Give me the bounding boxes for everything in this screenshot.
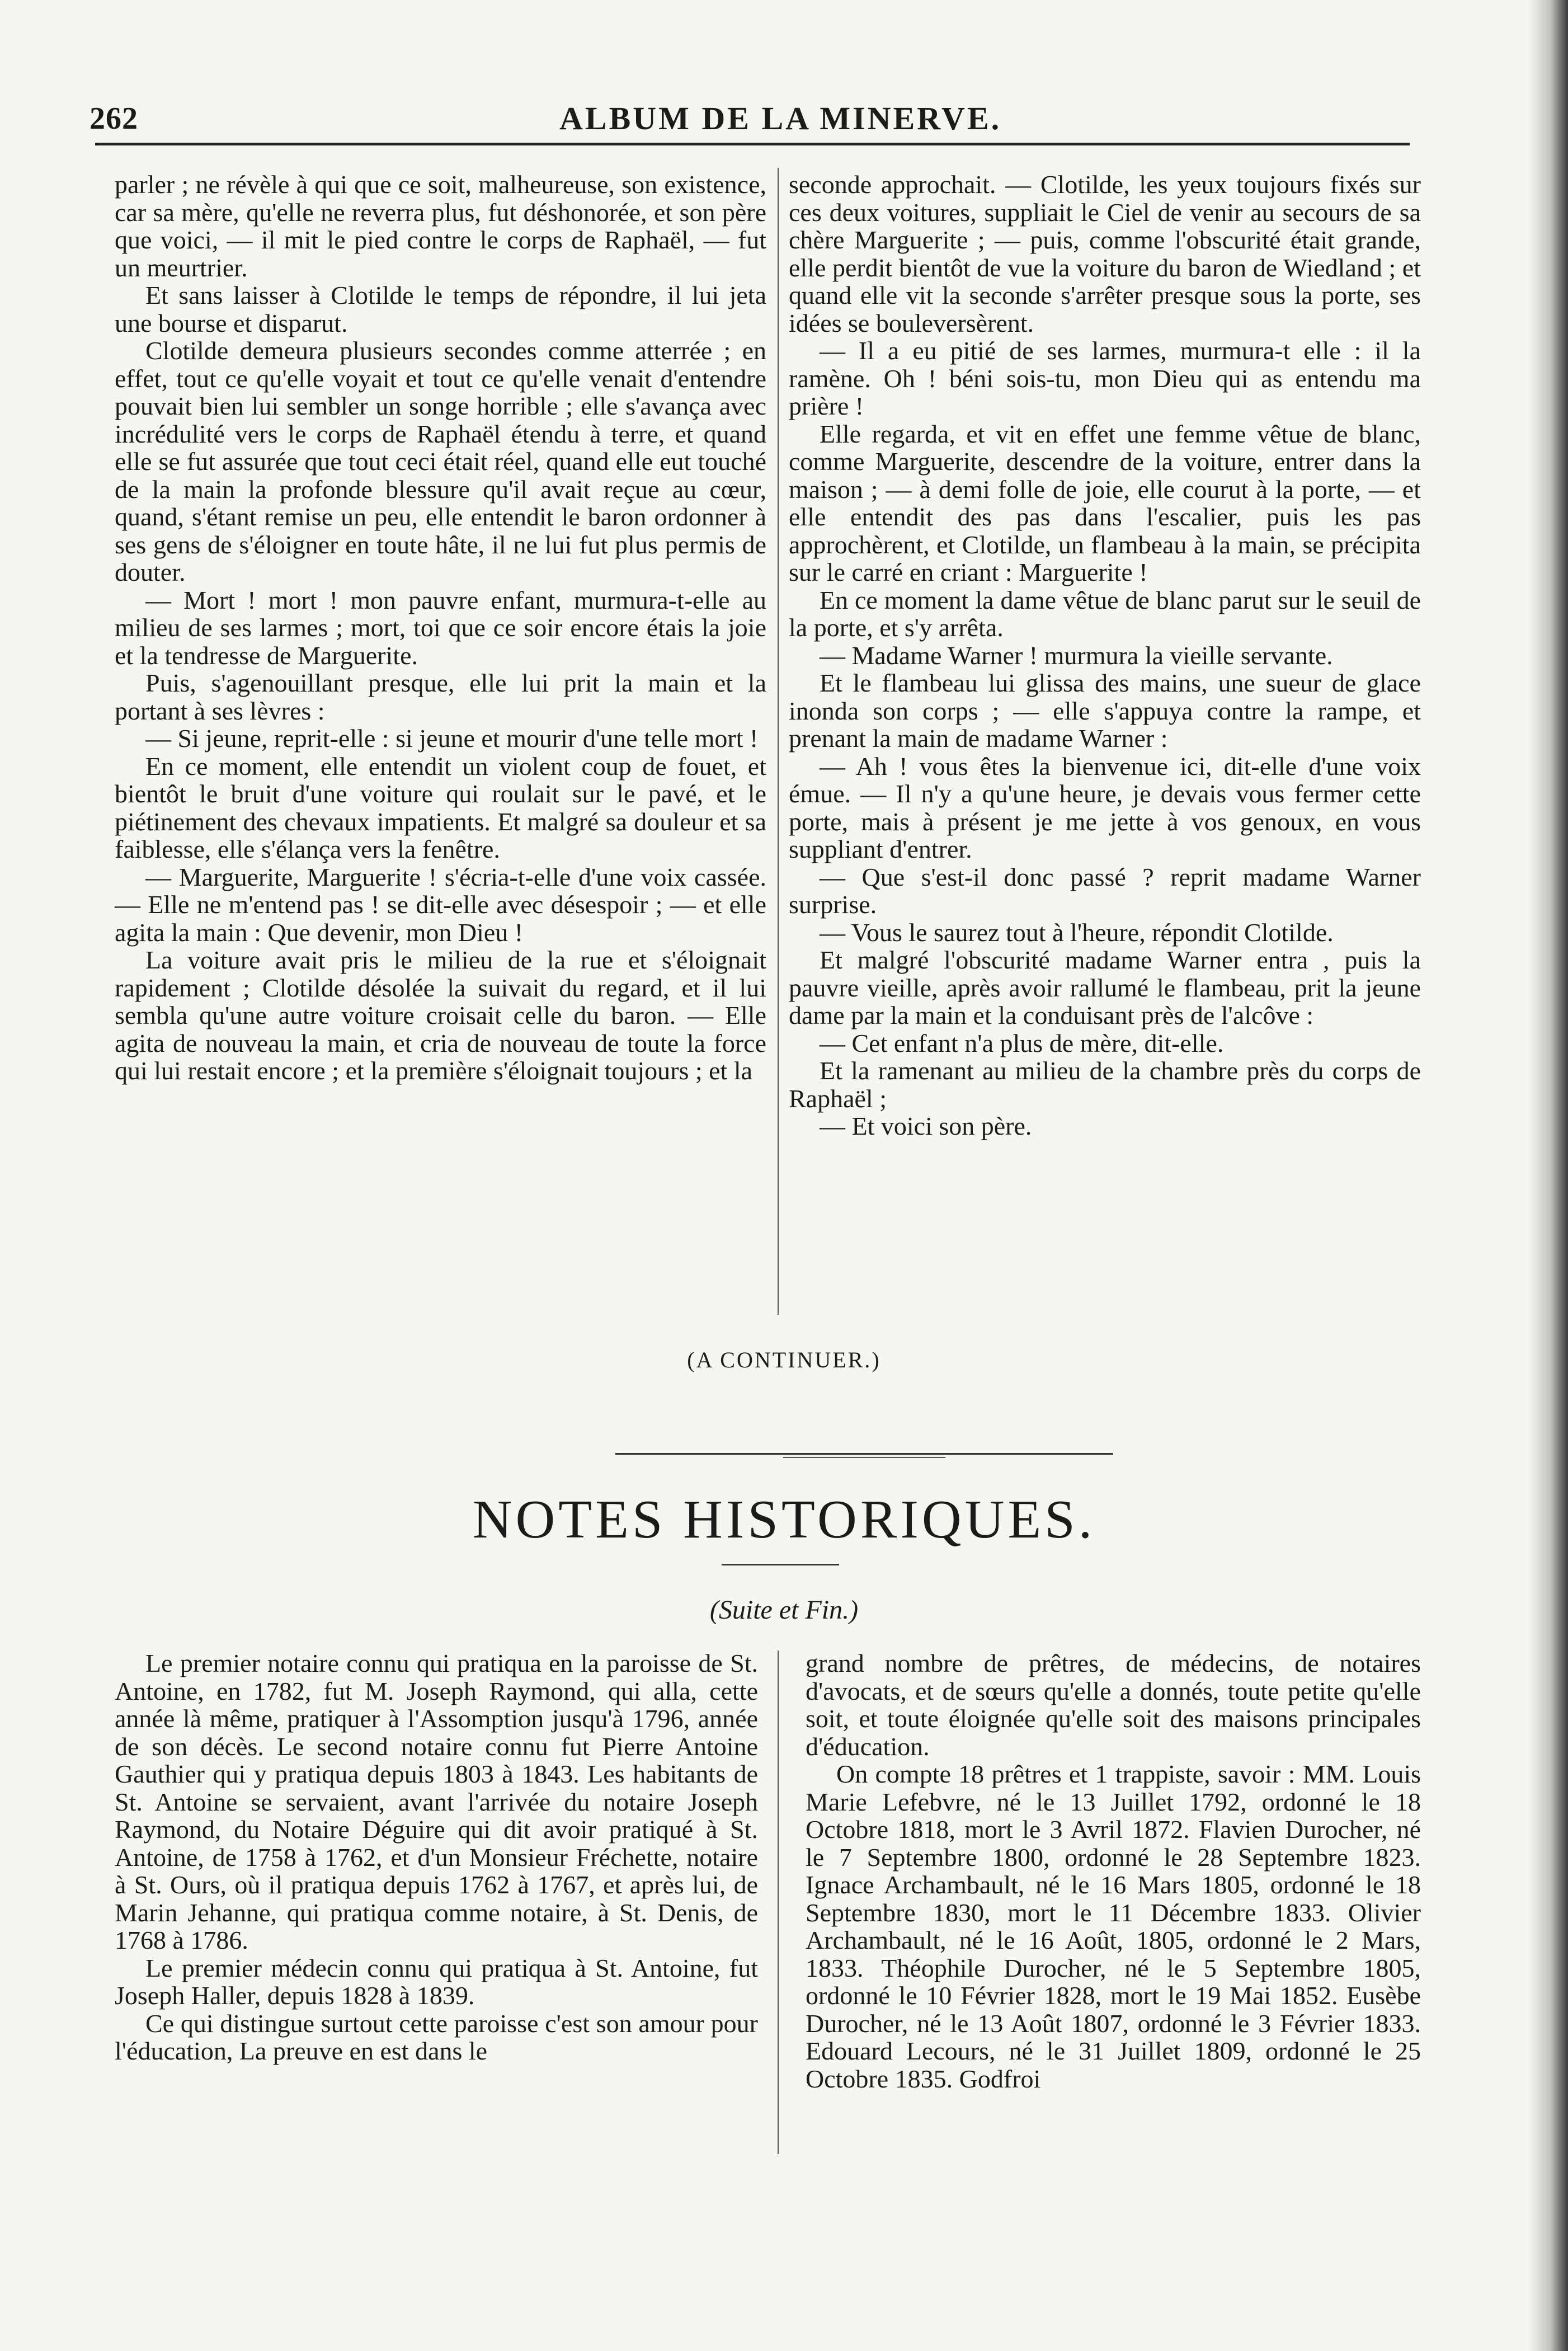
paragraph: Elle regarda, et vit en effet une femme vêtue de blanc, comme Marguerite, descendre de la voiture, entrer dans la maison ; — à demi folle de joie, elle courut à la porte, — et elle entendit des pas dans l'escalier, puis les pas approchèrent, et Clotilde, un flambeau à la main, se précipita sur le carré en criant : Marguerite ! — [789, 419, 1421, 586]
paragraph: parler ; ne révèle à qui que ce soit, malheureuse, son existence, car sa mère, qu'elle ne reverra plus, fut déshonorée, et son père que voici, — il mit le pied contre le corps de Raphaël, — fut un meurtrier. — [115, 170, 766, 282]
section-title: NOTES HISTORIQUES. — [472, 1489, 1096, 1550]
paragraph: Clotilde demeura plusieurs secondes comme atterrée ; en effet, tout ce qu'elle voyait et tout ce qu'elle venait d'entendre pouvait bien lui sembler un songe horrible ; elle s'avança avec incrédulité vers le corps de Raphaël étendu à terre, et quand elle se fut assurée que tout ceci était réel, quand elle eut touché de la main la profonde blessure qu'il avait reçue au cœur, quand, s'étant remise un peu, elle entendit le baron ordonner à ses gens de s'éloigner en toute hâte, il ne lui fut plus permis de douter. — [115, 336, 766, 586]
paragraph: Le premier notaire connu qui pratiqua en la paroisse de St. Antoine, en 1782, fut M. Joseph Raymond, qui alla, cette année là même, pratiquer à l'Assomption jusqu'à 1796, année de son décès. Le second notaire connu fut Pierre Antoine Gauthier qui y pratiqua depuis 1803 à 1843. Les habitants de St. Antoine se servaient, avant l'arrivée du notaire Joseph Raymond, du Notaire Déguire qui dit avoir pratiqué à St. Antoine, de 1758 à 1762, et d'un Monsieur Fréchette, notaire à St. Ours, où il pratiqua depuis 1762 à 1767, et après lui, de Marin Jehanne, qui pratiqua comme notaire, à St. Denis, de 1768 à 1786. — [115, 1649, 758, 1954]
notes-left-column — [115, 1649, 758, 2065]
paragraph: — Que s'est-il donc passé ? reprit madame Warner surprise. — [789, 862, 1421, 919]
paragraph: Et sans laisser à Clotilde le temps de répondre, il lui jeta une bourse et disparut. — [115, 281, 766, 337]
paragraph: seconde approchait. — Clotilde, les yeux toujours fixés sur ces deux voitures, suppliait le Ciel de venir au secours de sa chère Marguerite ; — puis, comme l'obscurité était grande, elle perdit bientôt de vue la voiture du baron de Wiedland ; et quand elle vit la seconde s'arrêter presque sous la porte, ses idées se bouleversèrent. — [789, 170, 1421, 337]
paragraph: — Mort ! mort ! mon pauvre enfant, murmura-t-elle au milieu de ses larmes ; mort, toi que ce soir encore étais la joie et la tendresse de Marguerite. — [115, 585, 766, 670]
paragraph: — Marguerite, Marguerite ! s'écria-t-elle d'une voix cassée. — Elle ne m'entend pas ! se dit-elle avec désespoir ; — et elle agita la main : Que devenir, mon Dieu ! — [115, 862, 766, 947]
notes-right-column — [806, 1649, 1421, 2093]
paragraph: — Si jeune, reprit-elle : si jeune et mourir d'une telle mort ! — [145, 724, 759, 753]
paragraph: Le premier médecin connu qui pratiqua à St. Antoine, fut Joseph Haller, depuis 1828 à 1839. — [115, 1953, 758, 2010]
paragraph: — Cet enfant n'a plus de mère, dit-elle. — [820, 1028, 1224, 1057]
story-left-column — [115, 171, 766, 1085]
paragraph: Et le flambeau lui glissa des mains, une sueur de glace inonda son corps ; — elle s'appuya contre la rampe, et prenant la main de madame Warner : — [789, 669, 1421, 753]
paragraph: — Ah ! vous êtes la bienvenue ici, dit-elle d'une voix émue. — Il n'y a qu'une heure, je devais vous fermer cette porte, mais à présent je me jette à vos genoux, en vous suppliant d'entrer. — [789, 751, 1421, 863]
paragraph: grand nombre de prêtres, de médecins, de notaires d'avocats, et de sœurs qu'elle a donnés, toute petite qu'elle soit, et toute éloignée qu'elle soit des maisons principales d'éducation. — [806, 1649, 1421, 1761]
paragraph: On compte 18 prêtres et 1 trappiste, savoir : MM. Louis Marie Lefebvre, né le 13 Juillet 1792, ordonné le 18 Octobre 1818, mort le 3 Avril 1872. Flavien Durocher, né le 7 Septembre 1800, ordonné le 28 Septembre 1823. Ignace Archambault, né le 16 Mars 1805, ordonné le 18 Septembre 1830, mort le 11 Décembre 1833. Olivier Archambault, né le 16 Août, 1805, ordonné le 2 Mars, 1833. Théophile Durocher, né le 5 Septembre 1805, ordonné le 10 Février 1828, mort le 19 Mai 1852. Eusèbe Durocher, né le 13 Août 1807, ordonné le 3 Février 1833. Edouard Lecours, né le 31 Juillet 1809, ordonné le 25 Octobre 1835. Godfroi — [806, 1760, 1421, 2093]
title-underline — [722, 1564, 839, 1565]
header-rule — [95, 143, 1410, 145]
paragraph: — Vous le saurez tout à l'heure, répondit Clotilde. — [820, 918, 1334, 947]
paragraph: Ce qui distingue surtout cette paroisse c'est son amour pour l'éducation, La preuve en est dans le — [115, 2009, 758, 2065]
paragraph: Puis, s'agenouillant presque, elle lui prit la main et la portant à ses lèvres : — [115, 669, 766, 725]
story-right-column — [789, 171, 1421, 1140]
paragraph: — Madame Warner ! murmura la vieille servante. — [820, 641, 1333, 670]
paragraph: La voiture avait pris le milieu de la rue et s'éloignait rapidement ; Clotilde désolée la suivait du regard, et il lui sembla qu'une autre voiture croisait celle du baron. — Elle agita de nouveau la main, et cria de nouveau de toute la force qui lui restait encore ; et la première s'éloignait toujours ; et la — [115, 946, 766, 1085]
paragraph: En ce moment la dame vêtue de blanc parut sur le seuil de la porte, et s'y arrêta. — [789, 585, 1421, 642]
continuation-note: (A CONTINUER.) — [687, 1347, 881, 1372]
page-number: 262 — [90, 101, 138, 136]
paragraph: — Et voici son père. — [820, 1112, 1032, 1140]
journal-title: ALBUM DE LA MINERVE. — [559, 100, 1002, 137]
paragraph: En ce moment, elle entendit un violent coup de fouet, et bientôt le bruit d'une voiture qui roulait sur le pavé, et le piétinement des chevaux impatients. Et malgré sa douleur et sa faiblesse, elle s'élança vers la fenêtre. — [115, 751, 766, 863]
section-separator — [615, 1453, 1113, 1459]
page-binding-shadow — [1529, 0, 1568, 2351]
paragraph: — Il a eu pitié de ses larmes, murmura-t elle : il la ramène. Oh ! béni sois-tu, mon Dieu qui as entendu ma prière ! — [789, 336, 1421, 420]
paragraph: Et la ramenant au milieu de la chambre près du corps de Raphaël ; — [789, 1056, 1421, 1113]
section-subtitle: (Suite et Fin.) — [709, 1595, 859, 1625]
column-divider — [778, 168, 779, 1315]
column-divider — [778, 1651, 779, 2154]
paragraph: Et malgré l'obscurité madame Warner entra , puis la pauvre vieille, après avoir rallumé le flambeau, prit la jeune dame par la main et la conduisant près de l'alcôve : — [789, 946, 1421, 1029]
